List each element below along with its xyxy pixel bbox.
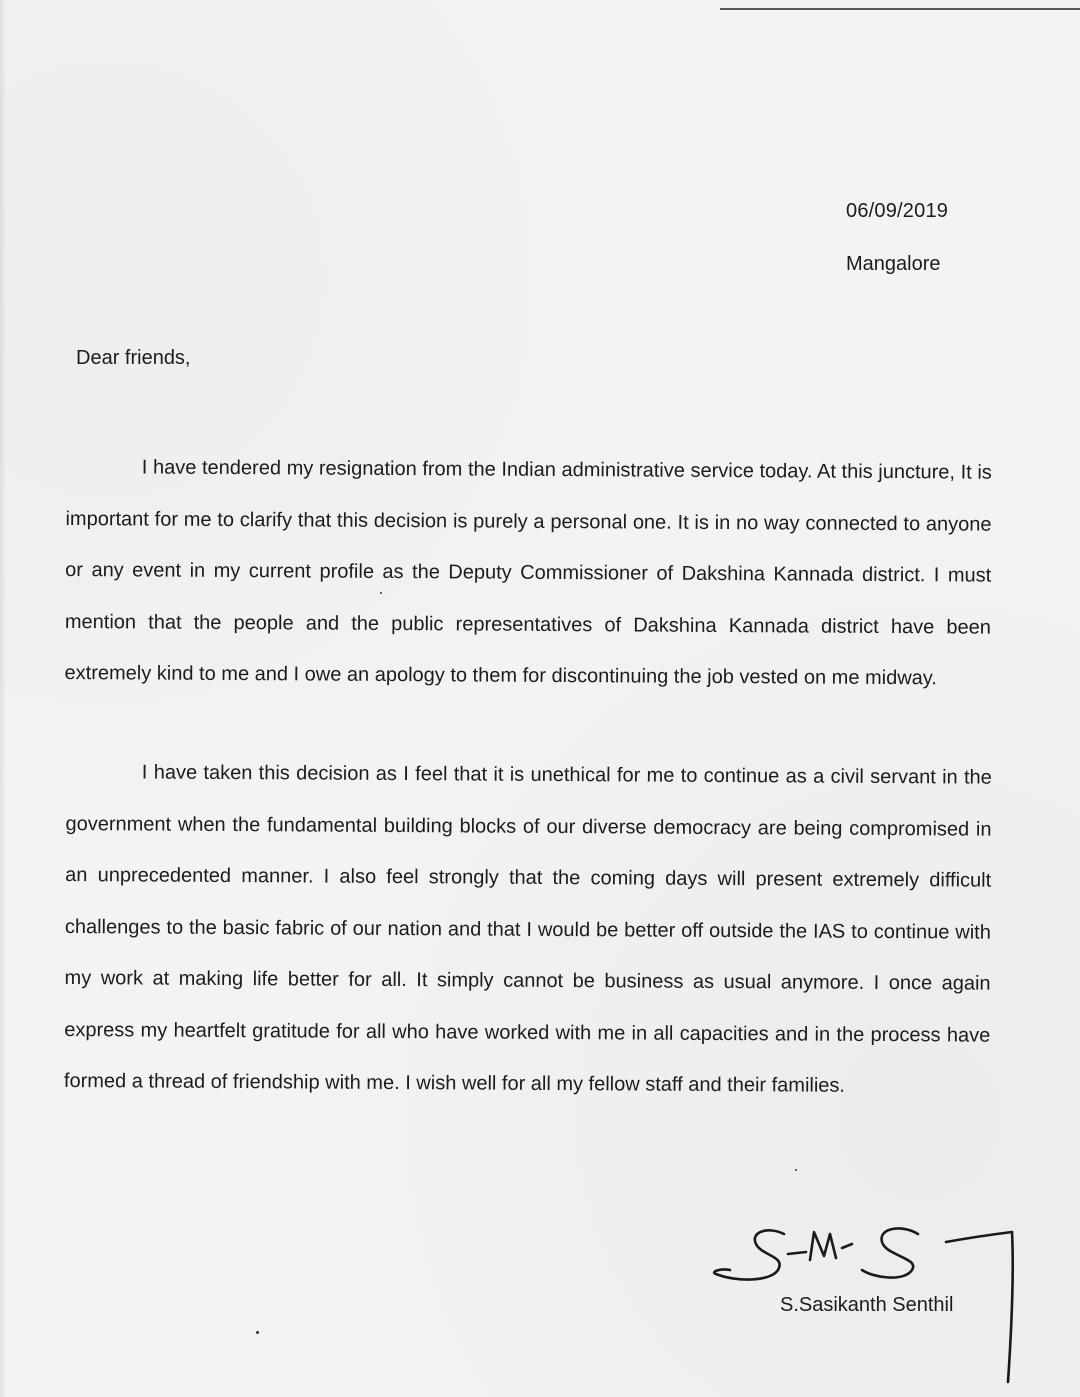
scan-speck — [795, 1169, 797, 1171]
body-paragraph-2: I have taken this decision as I feel that it is unethical for me to continue as a civil servant in the government when the fundamental building blocks of our diverse democracy are being compromised in an unprecedented manner. I also feel strongly that the coming days will present extremely difficult challenges to the basic fabric of our nation and that I would be better off outside the IAS to continue with my work at making life better for all. It simply cannot be business as usual anymore. I once again express my heartfelt gratitude for all who have worked with me in all capacities and in the process have formed a thread of friendship with me. I wish well for all my fellow staff and their families. — [63, 761, 992, 1097]
signatory-name: S.Sasikanth Senthil — [780, 1294, 954, 1316]
salutation: Dear friends, — [76, 347, 191, 369]
scan-speck — [380, 592, 382, 594]
letter-date: 06/09/2019 — [846, 200, 949, 222]
top-rule-line — [720, 8, 1080, 10]
letter-place: Mangalore — [846, 253, 941, 275]
scan-speck — [256, 1331, 259, 1334]
body-paragraph-1: I have tendered my resignation from the Indian administrative service today. At this juncture, It is important for me to clarify that this decision is purely a personal one. It is in no way connected to anyone or any event in my current profile as the Deputy Commissioner of Dakshina Kannada district. I must mention that the people and the public representatives of Dakshina Kannada district have been extremely kind to me and I owe an apology to them for discontinuing the job vested on me midway. — [64, 456, 992, 690]
scan-edge-shadow — [0, 0, 6, 1397]
